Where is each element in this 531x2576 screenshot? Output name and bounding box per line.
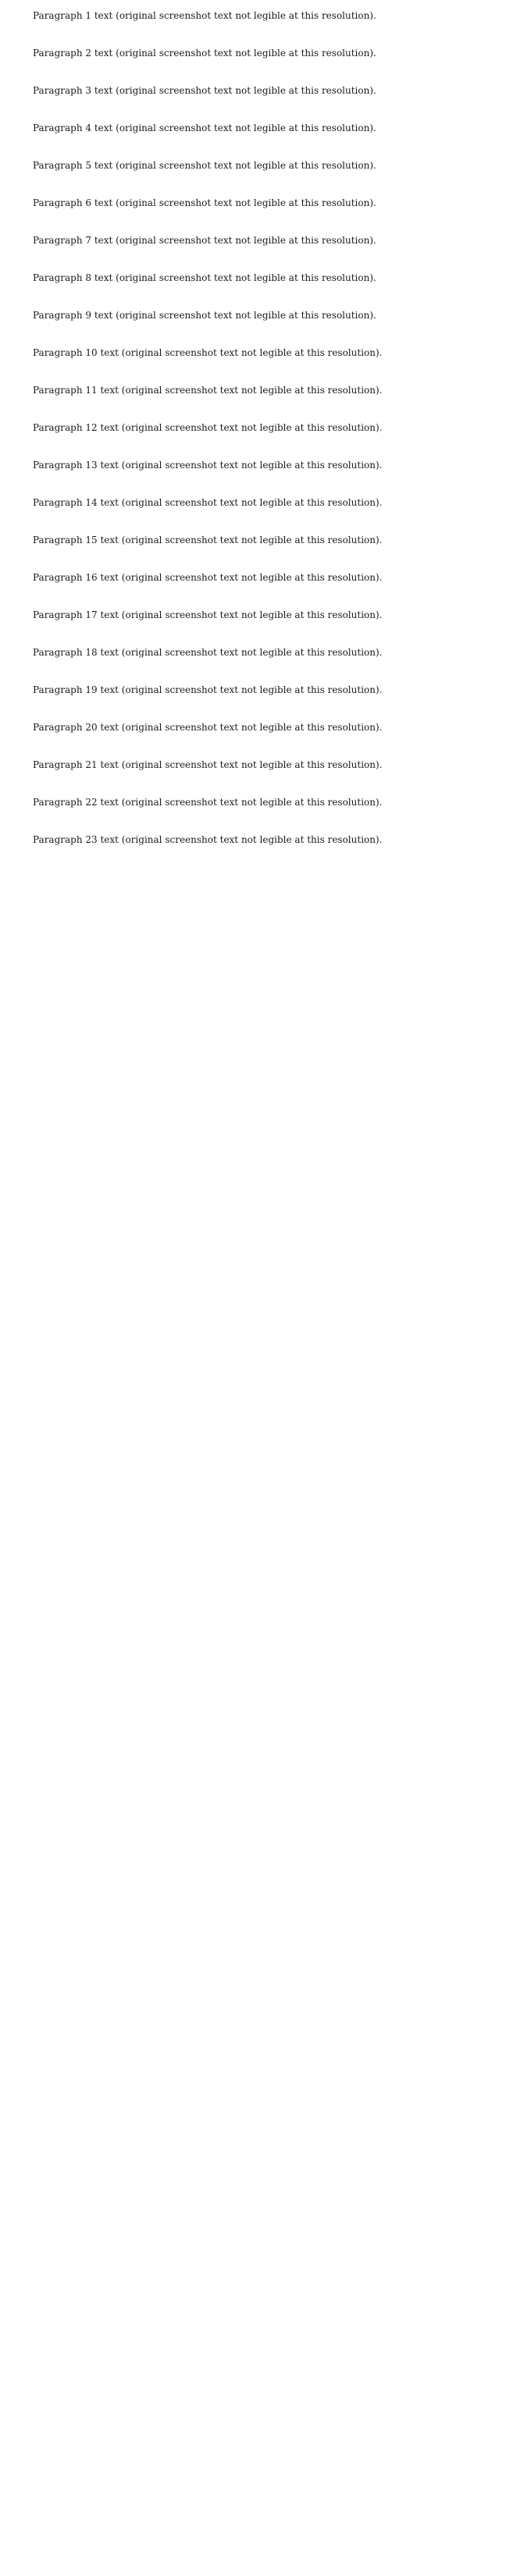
paragraph-18: Paragraph 18 text (original screenshot text not legible at this resolution).	[33, 647, 383, 658]
paragraph-2: Paragraph 2 text (original screenshot text not legible at this resolution).	[33, 48, 376, 59]
paragraph-17: Paragraph 17 text (original screenshot text not legible at this resolution).	[33, 609, 383, 620]
paragraph-1: Paragraph 1 text (original screenshot text not legible at this resolution).	[33, 10, 376, 21]
paragraph-4: Paragraph 4 text (original screenshot text not legible at this resolution).	[33, 123, 376, 133]
paragraph-5: Paragraph 5 text (original screenshot text not legible at this resolution).	[33, 160, 376, 171]
paragraph-6: Paragraph 6 text (original screenshot text not legible at this resolution).	[33, 197, 376, 208]
paragraph-19: Paragraph 19 text (original screenshot text not legible at this resolution).	[33, 684, 383, 695]
paragraph-21: Paragraph 21 text (original screenshot text not legible at this resolution).	[33, 759, 383, 770]
paragraph-3: Paragraph 3 text (original screenshot text not legible at this resolution).	[33, 85, 376, 96]
paragraph-20: Paragraph 20 text (original screenshot text not legible at this resolution).	[33, 722, 383, 733]
paragraph-13: Paragraph 13 text (original screenshot text not legible at this resolution).	[33, 460, 383, 471]
paragraph-14: Paragraph 14 text (original screenshot text not legible at this resolution).	[33, 497, 383, 508]
paragraph-7: Paragraph 7 text (original screenshot text not legible at this resolution).	[33, 235, 376, 246]
paragraph-23: Paragraph 23 text (original screenshot text not legible at this resolution).	[33, 834, 383, 845]
paragraph-11: Paragraph 11 text (original screenshot text not legible at this resolution).	[33, 385, 383, 396]
paragraph-15: Paragraph 15 text (original screenshot text not legible at this resolution).	[33, 535, 383, 545]
paragraph-16: Paragraph 16 text (original screenshot text not legible at this resolution).	[33, 572, 383, 583]
paragraph-8: Paragraph 8 text (original screenshot text not legible at this resolution).	[33, 272, 376, 283]
paragraph-10: Paragraph 10 text (original screenshot text not legible at this resolution).	[33, 347, 383, 358]
paragraph-12: Paragraph 12 text (original screenshot text not legible at this resolution).	[33, 422, 383, 433]
paragraph-22: Paragraph 22 text (original screenshot text not legible at this resolution).	[33, 797, 383, 808]
paragraph-9: Paragraph 9 text (original screenshot text not legible at this resolution).	[33, 310, 376, 321]
